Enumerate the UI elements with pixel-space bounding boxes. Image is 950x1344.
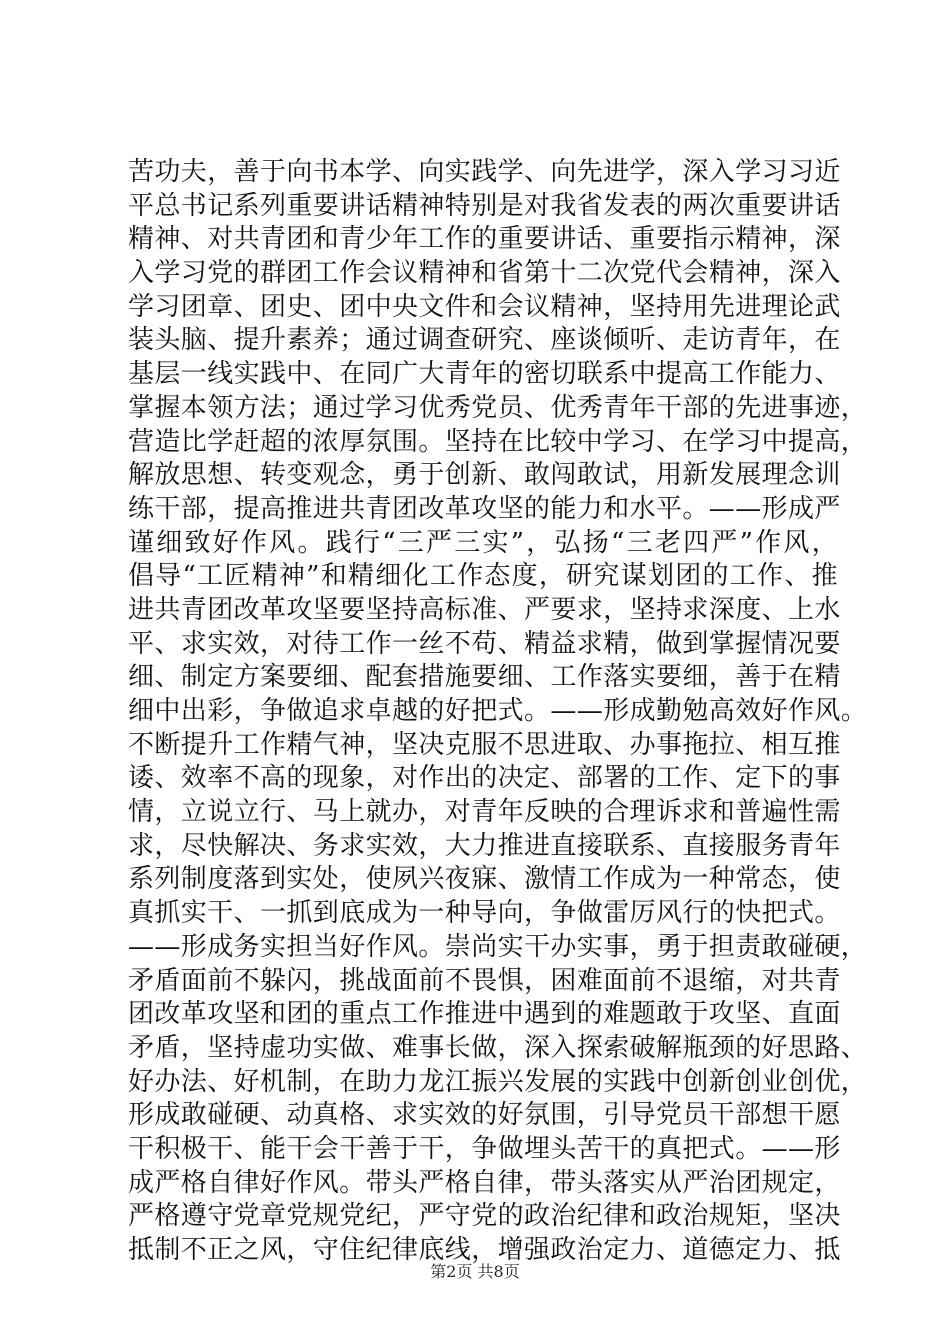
text-line: ——形成务实担当好作风。崇尚实干办实事，勇于担责敢碰硬，: [128, 931, 868, 962]
text-line: 进共青团改革攻坚要坚持高标准、严要求，坚持求深度、上水: [128, 594, 841, 625]
text-line: 严格遵守党章党规党纪，严守党的政治纪律和政治规矩，坚决: [128, 1201, 841, 1232]
text-line: 细中出彩，争做追求卓越的好把式。——形成勤勉高效好作风。: [128, 696, 868, 726]
body-text: [128, 156, 868, 1268]
text-line: 营造比学赶超的浓厚氛围。坚持在比较中学习、在学习中提高，: [128, 426, 868, 457]
text-line: 学习团章、团史、团中央文件和会议精神，坚持用先进理论武: [128, 291, 841, 322]
page-footer: [0, 1262, 950, 1282]
text-line: 形成敢碰硬、动真格、求实效的好氛围，引导党员干部想干愿: [128, 1100, 841, 1131]
text-line: 求，尽快解决、务求实效，大力推进直接联系、直接服务青年: [128, 830, 841, 861]
text-line: 谨细致好作风。践行“三严三实”，弘扬“三老四严”作风，: [128, 527, 838, 558]
text-line: 入学习党的群团工作会议精神和省第十二次党代会精神，深入: [128, 258, 841, 289]
text-line: 苦功夫，善于向书本学、向实践学、向先进学，深入学习习近: [128, 157, 841, 187]
text-line: 解放思想、转变观念，勇于创新、敢闯敢试，用新发展理念训: [128, 460, 841, 491]
text-line: 好办法、好机制，在助力龙江振兴发展的实践中创新创业创优，: [128, 1066, 868, 1097]
text-line: 基层一线实践中、在同广大青年的密切联系中提高工作能力、: [128, 359, 841, 390]
text-line: 装头脑、提升素养；通过调查研究、座谈倾听、走访青年，在: [128, 325, 841, 356]
text-line: 平、求实效，对待工作一丝不苟、精益求精，做到掌握情况要: [128, 628, 841, 659]
text-line: 情，立说立行、马上就办，对青年反映的合理诉求和普遍性需: [128, 797, 841, 828]
text-line: 团改革攻坚和团的重点工作推进中遇到的难题敢于攻坚、直面: [128, 999, 841, 1030]
text-line: 平总书记系列重要讲话精神特别是对我省发表的两次重要讲话: [128, 190, 841, 221]
text-line: 成严格自律好作风。带头严格自律，带头落实从严治团规定，: [128, 1167, 841, 1198]
text-line: 矛盾，坚持虚功实做、难事长做，深入探索破解瓶颈的好思路、: [128, 1032, 868, 1063]
text-line: 干积极干、能干会干善于干，争做埋头苦干的真把式。——形: [128, 1133, 841, 1164]
text-line: 抵制不正之风，守住纪律底线，增强政治定力、道德定力、抵: [128, 1235, 841, 1265]
text-line: 系列制度落到实处，使夙兴夜寐、激情工作成为一种常态，使: [128, 864, 841, 895]
text-line: 倡导“工匠精神”和精细化工作态度，研究谋划团的工作、推: [128, 561, 838, 592]
text-line: 练干部，提高推进共青团改革攻坚的能力和水平。——形成严: [128, 493, 841, 524]
text-line: 细、制定方案要细、配套措施要细、工作落实要细，善于在精: [128, 662, 841, 693]
text-line: 精神、对共青团和青少年工作的重要讲话、重要指示精神，深: [128, 224, 841, 255]
text-line: 不断提升工作精气神，坚决克服不思进取、办事拖拉、相互推: [128, 729, 841, 760]
page-number-label: 第2页 共8页: [430, 1262, 520, 1281]
text-line: 矛盾面前不躲闪，挑战面前不畏惧，困难面前不退缩，对共青: [128, 965, 841, 996]
text-line: 掌握本领方法；通过学习优秀党员、优秀青年干部的先进事迹，: [128, 392, 868, 423]
text-line: 诿、效率不高的现象，对作出的决定、部署的工作、定下的事: [128, 763, 841, 794]
text-line: 真抓实干、一抓到底成为一种导向，争做雷厉风行的快把式。: [128, 898, 841, 929]
